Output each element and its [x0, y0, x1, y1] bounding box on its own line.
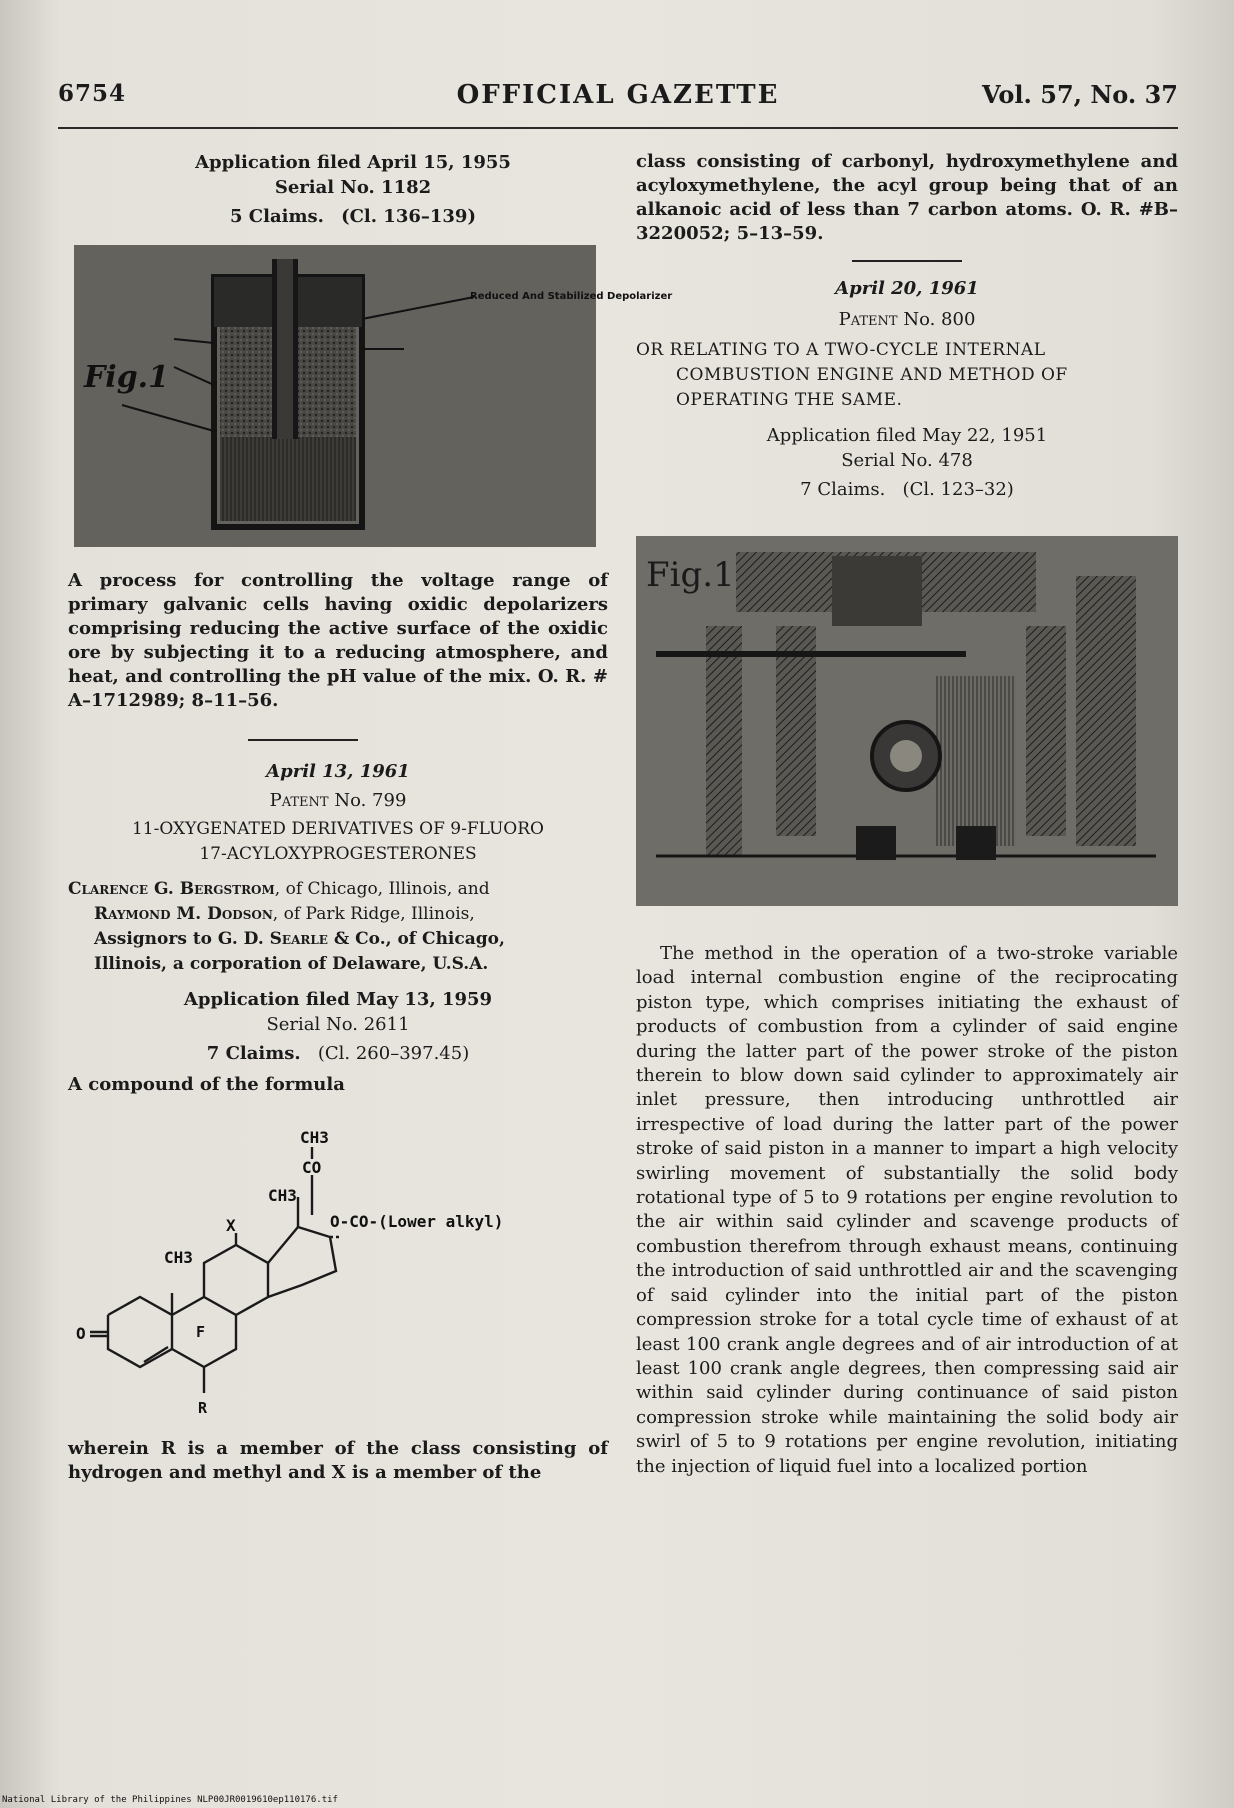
app2-claims-line — [68, 1041, 608, 1066]
assignor-prefix: Assignors to G. D. — [94, 929, 264, 949]
figure-callout-label: Reduced And Stabilized Depolarizer — [470, 291, 673, 302]
engine-figure — [636, 536, 1178, 906]
app2-class: (Cl. 260–397.45) — [317, 1043, 470, 1064]
inventor-2-name: Raymond M. Dodson — [94, 904, 273, 924]
app1-claims: 5 Claims. — [230, 206, 324, 227]
steroid-structure-drawing — [68, 1097, 608, 1427]
patent-799-date: April 13, 1961 — [266, 761, 410, 782]
formula-oxo: O — [76, 1324, 86, 1343]
patent-799-number: No. 799 — [334, 790, 407, 811]
app2-filed: Application filed May 13, 1959 — [183, 989, 493, 1010]
formula-r-group: R — [198, 1399, 208, 1417]
claim-continuation: class consisting of carbonyl, hydroxymethylene and acyloxymethylene, the acyl group being that of an alkanoic acid of less than 7 carbon atoms. O. R. #B–3220052; 5–13–59. — [636, 151, 1178, 244]
app1-claims-line — [98, 204, 608, 229]
assignee-name: Searle — [269, 929, 328, 949]
battery-cell-drawing — [74, 245, 673, 547]
formula-carbonyl: CO — [302, 1158, 322, 1177]
app1-filed: Application filed April 15, 1955 — [195, 152, 511, 173]
inventor-1-location: , of Chicago, Illinois, and — [274, 879, 490, 899]
patent-800-title-2: COMBUSTION ENGINE AND METHOD OF — [676, 365, 1068, 385]
app3-filed: Application filed May 22, 1951 — [766, 425, 1048, 446]
app3-serial: Serial No. 478 — [841, 450, 973, 471]
formula-x-substituent: X — [226, 1216, 236, 1235]
formula-wherein-text: wherein R is a member of the class consisting of hydrogen and methyl and X is a member of the — [68, 1438, 608, 1483]
archive-footer: National Library of the Philippines NLP00JR0019610ep110176.tif — [2, 1795, 338, 1805]
patent-800-label: Patent — [838, 309, 898, 330]
assignor-line — [68, 927, 608, 952]
formula-ester-group: O-CO-(Lower alkyl) — [330, 1212, 504, 1231]
app3-claims: 7 Claims. — [800, 479, 886, 500]
formula-ch3-top: CH3 — [300, 1128, 329, 1147]
formula-ch3-mid: CH3 — [268, 1186, 297, 1205]
inventor-1 — [68, 877, 608, 902]
patent-800-heading — [636, 307, 1178, 332]
app2-serial: Serial No. 2611 — [266, 1014, 410, 1035]
assignor-corporation: Illinois, a corporation of Delaware, U.S.A. — [94, 954, 489, 974]
formula-fluoro: F — [196, 1323, 206, 1341]
header-rule — [58, 127, 1178, 129]
formula-intro: A compound of the formula — [68, 1074, 345, 1095]
assignor-suffix: & Co., of Chicago, — [333, 929, 505, 949]
left-column — [68, 150, 673, 1485]
inventor-2 — [68, 902, 608, 927]
patent-799-title-1: 11-OXYGENATED DERIVATIVES OF 9-FLUORO — [131, 819, 544, 839]
figure-1-label: Fig.1 — [84, 360, 169, 395]
section-divider — [248, 739, 358, 741]
right-column — [636, 150, 1178, 1479]
inventor-1-name: Clarence G. Bergstrom — [68, 879, 275, 899]
volume-number: Vol. 57, No. 37 — [982, 80, 1178, 109]
app1-serial: Serial No. 1182 — [274, 177, 432, 198]
patent-800-title-3: OPERATING THE SAME. — [676, 390, 903, 410]
app3-claims-line — [636, 477, 1178, 502]
publication-title: OFFICIAL GAZETTE — [456, 80, 780, 110]
app1-class: (Cl. 136–139) — [341, 206, 476, 227]
abstract-voltage-control: A process for controlling the voltage range of primary galvanic cells having oxidic depolarizers comprising reducing the active surface of the oxidic ore by subjecting it to a reducing atmosphere, and heat, and controlling the pH value of the mix. O. R. # A–1712989; 8–11–56. — [68, 570, 608, 711]
battery-cell-figure — [74, 245, 673, 547]
patent-800-date: April 20, 1961 — [835, 278, 979, 299]
patent-799-title-2: 17-ACYLOXYPROGESTERONES — [199, 844, 477, 864]
engine-cross-section-drawing — [636, 536, 1178, 906]
figure-2-label: Fig.1 — [646, 555, 735, 595]
patent-800-number: No. 800 — [903, 309, 976, 330]
abstract-two-stroke-engine: The method in the operation of a two-stroke variable load internal combustion engine of the reciprocating piston type, which comprises initiating the exhaust of products of combustion from a cylinder of said engine during the latter part of the power stroke of the piston therein to blow down said cylinder to approximately air inlet pressure, then introducing unthrottled air irrespective of load during the latter part of the power stroke of said piston in a manner to impart a high velocity swirling movement of substantially the solid body rotational type of 5 to 9 rotations per engine revolution to the air within said cylinder and scavenge products of combustion therefrom through exhaust means, continuing the introduction of said unthrottled air and the scavenging of said cylinder into the initial part of the piston compression stroke for a total cycle time of exhaust of at least 100 crank angle degrees and of air introduction of at least 100 crank angle degrees, then compressing said air within said cylinder during continuance of said piston compression stroke while maintaining the solid body air swirl of 5 to 9 rotations per engine revolution, initiating the injection of liquid fuel into a localized portion — [636, 943, 1178, 1477]
patent-799-heading — [68, 788, 608, 813]
formula-ch3-low: CH3 — [164, 1248, 193, 1267]
steroid-formula — [68, 1097, 608, 1427]
app3-class: (Cl. 123–32) — [902, 479, 1014, 500]
app2-claims: 7 Claims. — [206, 1043, 301, 1064]
patent-799-label: Patent — [269, 790, 329, 811]
section-divider-right — [852, 260, 962, 262]
inventor-2-location: , of Park Ridge, Illinois, — [272, 904, 475, 924]
page-header — [58, 80, 1178, 120]
page-number: 6754 — [58, 80, 127, 107]
patent-800-title-1: OR RELATING TO A TWO-CYCLE INTERNAL — [636, 340, 1046, 360]
